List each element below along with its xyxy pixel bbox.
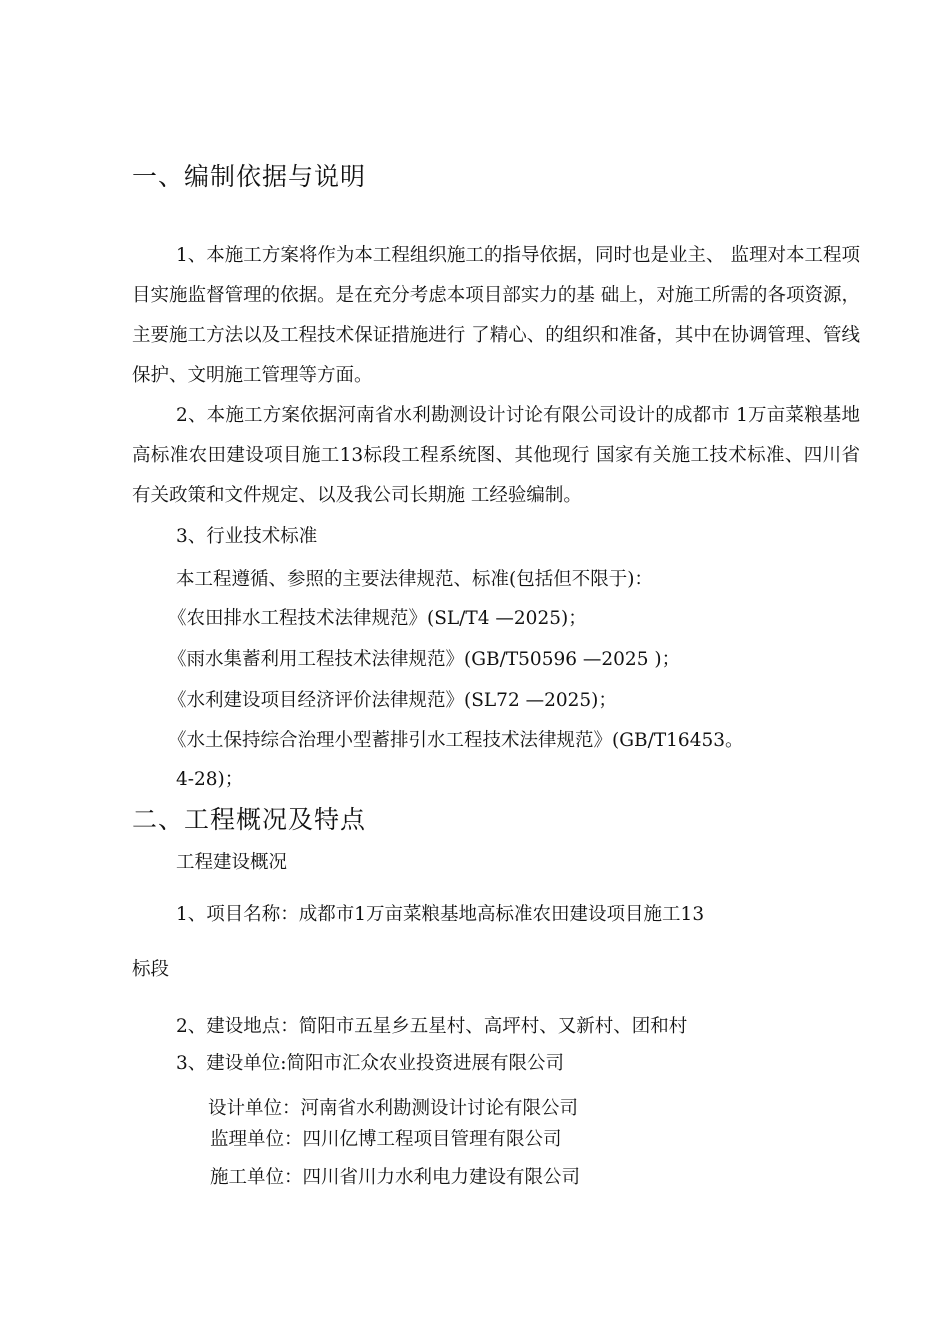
construction-unit: 施工单位：四川省川力水利电力建设有限公司	[210, 1167, 581, 1188]
paragraph-2: 2、本施工方案依据河南省水利勘测设计讨论有限公司设计的成都市 1万亩菜粮基地高标准农田建设项目施工13标段工程系统图、其他现行 国家有关施工技术标准、四川省有关政策和文件规定、以及我公司长期施 工经验编制。	[132, 405, 860, 506]
project-name-line1: 1、项目名称：成都市1万亩菜粮基地高标准农田建设项目施工13	[176, 904, 705, 925]
standard-item: 《水利建设项目经济评价法律规范》(SL72 —2025)；	[168, 690, 617, 711]
paragraph-1: 1、本施工方案将作为本工程组织施工的指导依据，同时也是业主、 监理对本工程项目实施监督管理的依据。是在充分考虑本项目部实力的基 础上，对施工所需的各项资源，主要施工方法以及工程技术保证措施进行 了精心、的组织和准备，其中在协调管理、管线保护、文明施工管理等方面。	[132, 245, 860, 386]
standard-continuation: 4-28)；	[176, 769, 244, 790]
section1-heading: 一、编制依据与说明	[132, 162, 367, 191]
standard-item: 《农田排水工程技术法律规范》(SL/T4 —2025)；	[168, 608, 587, 629]
standard-item: 《雨水集蓄利用工程技术法律规范》(GB/T50596 —2025 )；	[168, 649, 681, 670]
design-unit: 设计单位：河南省水利勘测设计讨论有限公司	[208, 1098, 579, 1119]
standards-intro: 本工程遵循、参照的主要法律规范、标准(包括但不限于)：	[176, 569, 653, 590]
subheading: 工程建设概况	[176, 852, 288, 873]
construction-owner: 3、建设单位:简阳市汇众农业投资进展有限公司	[176, 1053, 565, 1074]
section2-heading: 二、工程概况及特点	[132, 805, 367, 834]
supervision-unit: 监理单位：四川亿博工程项目管理有限公司	[210, 1129, 562, 1150]
item-3-heading: 3、行业技术标准	[176, 526, 318, 547]
construction-location: 2、建设地点：简阳市五星乡五星村、高坪村、又新村、团和村	[176, 1016, 688, 1037]
standard-item: 《水土保持综合治理小型蓄排引水工程技术法律规范》(GB/T16453。	[168, 730, 744, 751]
project-name-line2: 标段	[132, 959, 170, 980]
